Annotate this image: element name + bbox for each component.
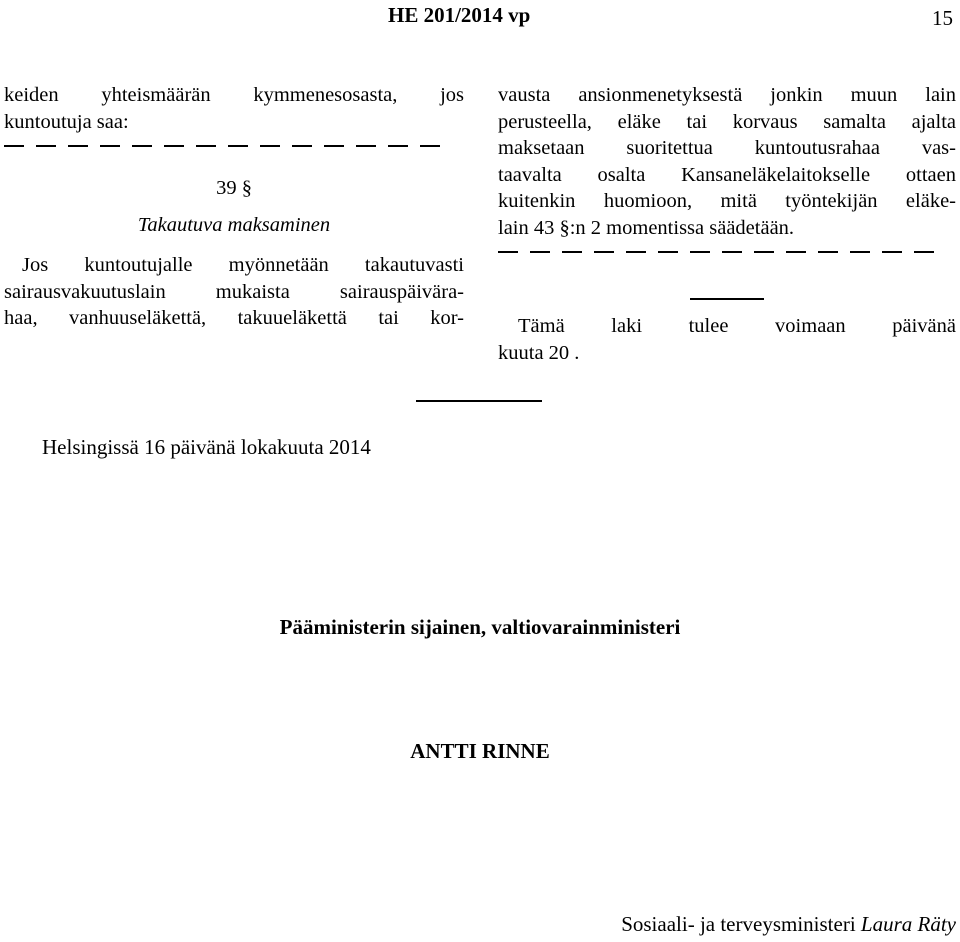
entry-into-force-line-1: Tämä laki tulee voimaan päivänä [518,315,956,337]
omission-dashes [4,133,464,159]
minister-title: Sosiaali- ja terveysministeri [621,912,856,936]
page-number: 15 [932,6,953,30]
entry-into-force [498,313,956,366]
left-column [4,82,464,332]
omission-dashes-right [498,239,956,265]
signatory-name: ANTTI RINNE [410,739,550,763]
right-line-6: lain 43 §:n 2 momentissa säädetään. [498,216,795,239]
body-line-1: Jos kuntoutujalle myönnetään takautuvasti [22,254,464,276]
right-line-1: vausta ansionmenetyksestä jonkin muun lain [498,84,956,106]
section-number: 39 § [216,177,252,199]
document-title: HE 201/2014 vp [388,3,531,27]
signature-place-date: Helsingissä 16 päivänä lokakuuta 2014 [42,435,371,459]
body-line-2: sairausvakuutuslain mukaista sairauspäivära- [4,280,464,303]
end-of-text-rule [416,400,542,402]
right-line-3: maksetaan suoritettua kuntoutusrahaa vas- [498,137,956,159]
body-line-3: haa, vanhuuseläkettä, takuueläkettä tai kor- [4,307,464,329]
signatory-role: Pääministerin sijainen, valtiovarainministeri [279,615,681,639]
right-line-4: taavalta osalta Kansaneläkelaitokselle ottaen [498,163,956,186]
section-title: Takautuva maksaminen [137,213,331,236]
minister-name: Laura Räty [860,912,956,936]
intro-line-2: kuntoutuja saa: [4,110,129,133]
intro-line-1: keiden yhteismäärän kymmenesosasta, jos [4,84,464,106]
entry-into-force-line-2: kuuta 20 . [498,341,580,364]
right-line-2: perusteella, eläke tai korvaus samalta ajalta [498,110,956,133]
right-line-5: kuitenkin huomioon, mitä työntekijän eläke- [498,190,956,212]
right-column [498,82,956,265]
minister-signature [621,910,956,938]
section-divider-rule [690,298,764,300]
